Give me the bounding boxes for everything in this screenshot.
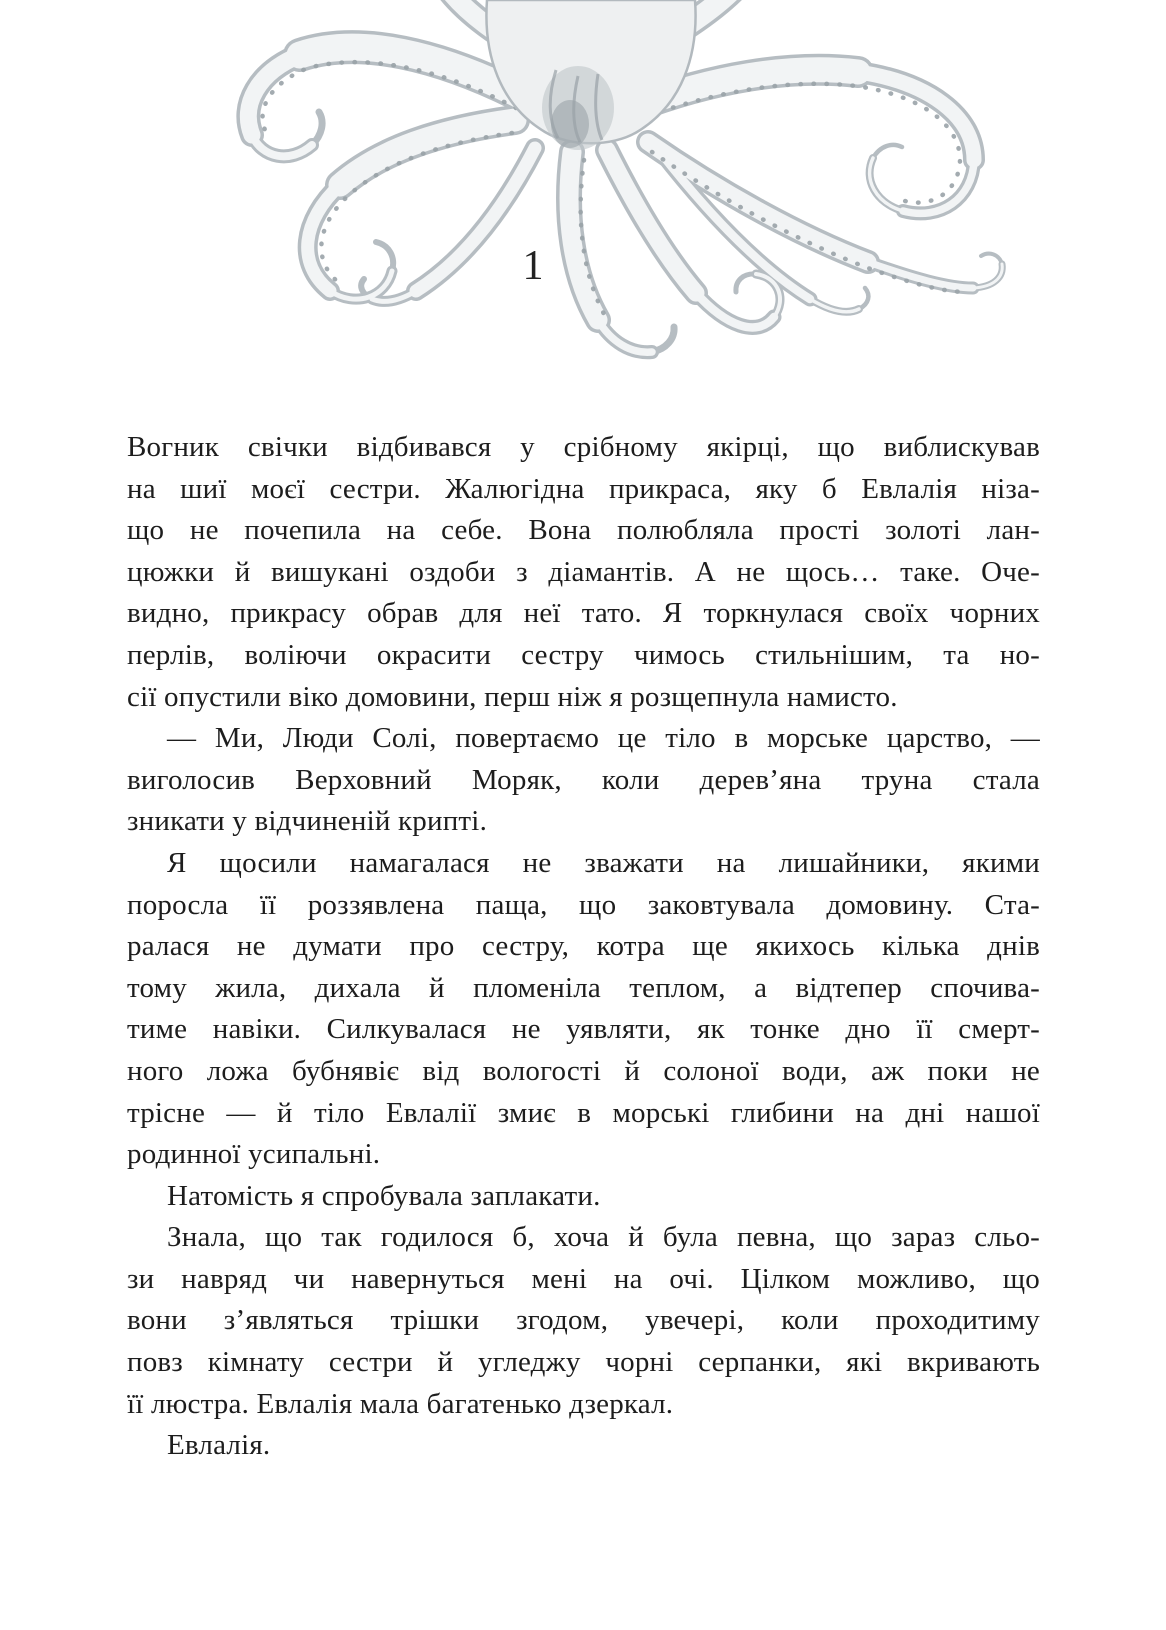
text-line: родинної усипальні.: [127, 1138, 381, 1171]
text-line: Я щосили намагалася не зважати на лишайники, якими: [167, 846, 1040, 879]
text-line: видно, прикрасу обрав для неї тато. Я торкнулася своїх чорних: [127, 597, 1040, 630]
text-line: що не почепила на себе. Вона полюбляла прості золоті лан-: [127, 514, 1040, 547]
text-line: перлів, воліючи окрасити сестру чимось стильнішим, та но-: [127, 638, 1040, 671]
paragraph: [127, 1425, 1040, 1467]
text-line: поросла її роззявлена паща, що заковтувала домовину. Ста-: [127, 888, 1040, 921]
chapter-number: 1: [522, 243, 544, 289]
text-line: Натомість я спробувала заплакати.: [167, 1179, 601, 1212]
text-line: зникати у відчиненій крипті.: [127, 805, 488, 838]
text-line: вони з’являться трішки згодом, увечері, коли проходитиму: [127, 1304, 1040, 1337]
paragraph: [127, 1217, 1040, 1425]
text-line: трісне — й тіло Евлалії змиє в морські глибини на дні нашої: [127, 1096, 1040, 1129]
text-line: цюжки й вишукані оздоби з діамантів. А не щось… таке. Оче-: [127, 555, 1040, 588]
text-line: на шиї моєї сестри. Жалюгідна прикраса, яку б Евлалія ніза-: [127, 472, 1040, 505]
text-line: сії опустили віко домовини, перш ніж я розщепнула намисто.: [127, 680, 898, 713]
text-line: ралася не думати про сестру, котра ще якихось кілька днів: [127, 930, 1040, 963]
text-line: Знала, що так годилося б, хоча й була певна, що зараз сльо-: [167, 1221, 1040, 1254]
text-line: — Ми, Люди Солі, повертаємо це тіло в морське царство, —: [167, 722, 1040, 755]
text-line: зи навряд чи навернуться мені на очі. Цілком можливо, що: [127, 1262, 1040, 1295]
text-line: Евлалія.: [167, 1429, 271, 1462]
text-line: Вогник свічки відбивався у срібному якірці, що виблискував: [127, 431, 1040, 463]
text-line: виголосив Верховний Моряк, коли дерев’яна труна стала: [127, 763, 1040, 796]
paragraph: [127, 1176, 1040, 1218]
text-block: [127, 427, 1040, 1467]
text-line: її люстра. Евлалія мала багатенько дзеркал.: [127, 1387, 674, 1420]
text-line: ного ложа бубнявіє від вологості й солоної води, аж поки не: [127, 1054, 1040, 1087]
text-line: повз кімнату сестри й угледжу чорні серпанки, які вкривають: [127, 1346, 1040, 1379]
text-line: тиме навіки. Силкувалася не уявляти, як тонке дно її смерт-: [127, 1013, 1040, 1046]
text-line: тому жила, дихала й пломеніла теплом, а відтепер спочива-: [127, 971, 1040, 1004]
paragraph: [127, 843, 1040, 1176]
paragraph: [127, 718, 1040, 843]
paragraph: [127, 427, 1040, 718]
